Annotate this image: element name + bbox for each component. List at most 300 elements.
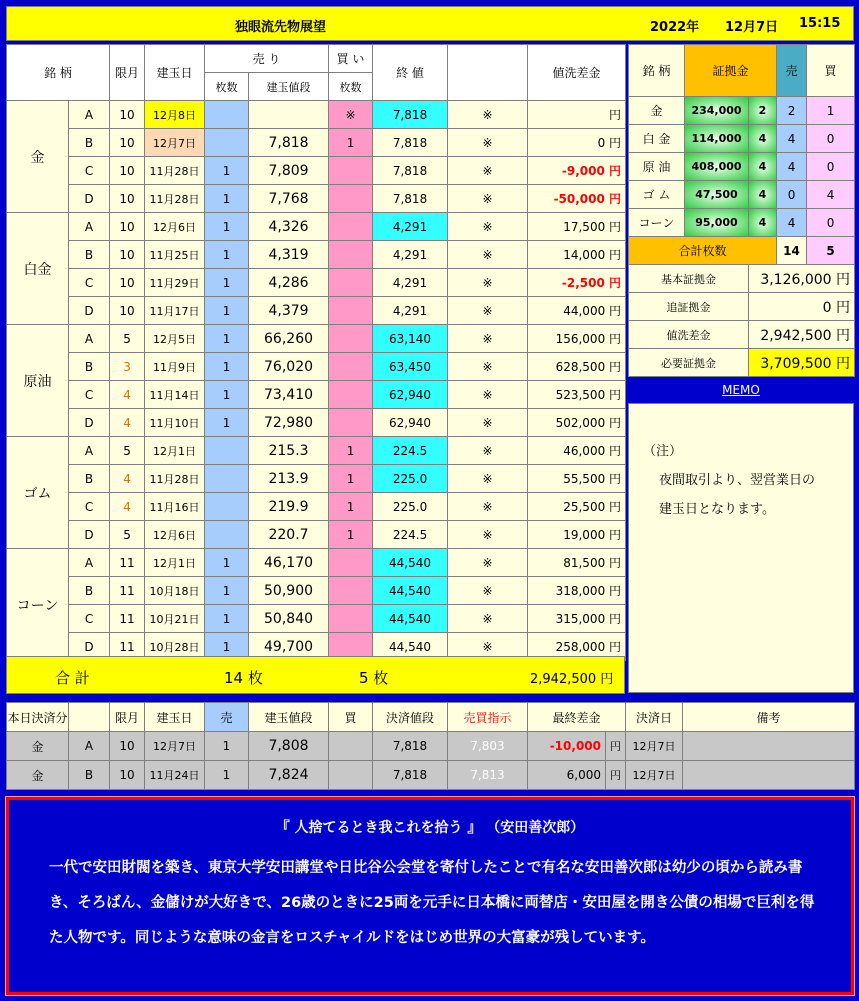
margin-buy: 0 [807, 125, 855, 153]
settle-header-month: 限月 [110, 703, 145, 732]
row-signal: ※ [448, 549, 528, 577]
row-code: A [69, 213, 110, 241]
row-price: 49,700 [249, 633, 329, 661]
row-diff: 円 [528, 101, 626, 129]
margin-buy: 0 [807, 153, 855, 181]
row-buy-count [329, 241, 373, 269]
row-diff: 628,500 円 [528, 353, 626, 381]
group-name: 白金 [7, 213, 69, 325]
summary-label: 値洗差金 [629, 321, 749, 349]
settle-settle-date: 12月7日 [626, 761, 683, 790]
settle-name: 金 [7, 761, 69, 790]
row-price: 215.3 [249, 437, 329, 465]
row-month: 5 [110, 325, 145, 353]
row-close: 44,540 [373, 605, 448, 633]
row-price: 72,980 [249, 409, 329, 437]
row-price: 219.9 [249, 493, 329, 521]
summary-row [629, 293, 855, 321]
header-sell: 売 り [205, 45, 329, 73]
row-buy-count [329, 269, 373, 297]
header-date: 建玉日 [145, 45, 205, 101]
total-count-buy: 5 [807, 237, 855, 265]
row-date: 11月10日 [145, 409, 205, 437]
row-diff: 81,500 円 [528, 549, 626, 577]
row-signal: ※ [448, 129, 528, 157]
settle-header-buy: 買 [329, 703, 373, 732]
row-buy-count [329, 409, 373, 437]
margin-header-margin: 証拠金 [685, 45, 777, 97]
row-price: 7,809 [249, 157, 329, 185]
settle-header-final: 最終差金 [528, 703, 626, 732]
positions-table [6, 44, 626, 661]
row-price: 213.9 [249, 465, 329, 493]
row-sell-count [205, 101, 249, 129]
row-buy-count: 1 [329, 437, 373, 465]
margin-value: 95,000 [685, 209, 749, 237]
margin-sell: 4 [777, 153, 807, 181]
row-signal: ※ [448, 241, 528, 269]
settle-price: 7,808 [249, 732, 329, 761]
table-row [7, 493, 626, 521]
margin-sell: 4 [777, 209, 807, 237]
margin-sell: 0 [777, 181, 807, 209]
row-month: 10 [110, 185, 145, 213]
row-signal: ※ [448, 157, 528, 185]
margin-sell: 2 [777, 97, 807, 125]
row-buy-count [329, 381, 373, 409]
row-diff: -50,000 円 [528, 185, 626, 213]
total-sell: 14 枚 [224, 669, 263, 687]
row-close: 4,291 [373, 269, 448, 297]
row-month: 10 [110, 213, 145, 241]
margin-header-brand: 銘 柄 [629, 45, 685, 97]
row-close: 44,540 [373, 577, 448, 605]
row-signal: ※ [448, 409, 528, 437]
row-diff: 156,000 円 [528, 325, 626, 353]
row-code: D [69, 521, 110, 549]
margin-buy: 4 [807, 181, 855, 209]
total-count-label: 合計枚数 [629, 237, 777, 265]
page-title: 独眼流先物展望 [235, 20, 327, 35]
table-row [7, 605, 626, 633]
row-close: 63,140 [373, 325, 448, 353]
row-month: 3 [110, 353, 145, 381]
table-row [7, 577, 626, 605]
row-month: 4 [110, 465, 145, 493]
row-signal: ※ [448, 101, 528, 129]
row-code: C [69, 605, 110, 633]
settle-settle-price: 7,818 [373, 732, 448, 761]
row-signal: ※ [448, 297, 528, 325]
row-month: 4 [110, 381, 145, 409]
row-diff: 25,500 円 [528, 493, 626, 521]
row-month: 4 [110, 409, 145, 437]
margin-qty: 4 [749, 209, 777, 237]
row-diff: 502,000 円 [528, 409, 626, 437]
summary-label: 追証拠金 [629, 293, 749, 321]
settle-header-price: 建玉値段 [249, 703, 329, 732]
row-close: 44,540 [373, 633, 448, 661]
table-row [7, 213, 626, 241]
settle-signal: 7,803 [448, 732, 528, 761]
row-close: 44,540 [373, 549, 448, 577]
row-date: 11月14日 [145, 381, 205, 409]
row-sell-count: 1 [205, 213, 249, 241]
row-diff: 315,000 円 [528, 605, 626, 633]
row-month: 10 [110, 157, 145, 185]
row-date: 11月25日 [145, 241, 205, 269]
time-label: 15:15 [799, 16, 841, 31]
row-sell-count: 1 [205, 185, 249, 213]
row-signal: ※ [448, 353, 528, 381]
row-date: 12月6日 [145, 521, 205, 549]
row-code: B [69, 465, 110, 493]
table-row [7, 185, 626, 213]
row-close: 225.0 [373, 465, 448, 493]
table-row [7, 353, 626, 381]
settle-code: A [69, 732, 110, 761]
settle-buy [329, 732, 373, 761]
group-name: 金 [7, 101, 69, 213]
row-sell-count [205, 437, 249, 465]
row-buy-count [329, 605, 373, 633]
row-date: 11月28日 [145, 465, 205, 493]
settle-unit: 円 [606, 761, 626, 790]
table-row [7, 101, 626, 129]
summary-label: 基本証拠金 [629, 265, 749, 293]
row-buy-count: 1 [329, 521, 373, 549]
row-month: 10 [110, 241, 145, 269]
settle-code: B [69, 761, 110, 790]
row-code: D [69, 297, 110, 325]
row-close: 7,818 [373, 129, 448, 157]
memo-line2: 建玉日となります。 [659, 502, 775, 517]
row-signal: ※ [448, 325, 528, 353]
row-signal: ※ [448, 381, 528, 409]
row-code: A [69, 549, 110, 577]
row-date: 11月9日 [145, 353, 205, 381]
margin-brand: 金 [629, 97, 685, 125]
row-sell-count: 1 [205, 381, 249, 409]
row-date: 12月5日 [145, 325, 205, 353]
summary-value: 0 円 [749, 293, 855, 321]
row-code: C [69, 493, 110, 521]
memo-note: （注） [643, 444, 683, 459]
row-signal: ※ [448, 605, 528, 633]
row-signal: ※ [448, 185, 528, 213]
margin-brand: コーン [629, 209, 685, 237]
row-signal: ※ [448, 465, 528, 493]
row-date: 11月28日 [145, 185, 205, 213]
margin-value: 408,000 [685, 153, 749, 181]
margin-sell: 4 [777, 125, 807, 153]
memo-box [628, 403, 854, 693]
row-diff: 14,000 円 [528, 241, 626, 269]
row-month: 11 [110, 549, 145, 577]
row-code: B [69, 577, 110, 605]
header-signal: 売買指示 [448, 45, 528, 101]
margin-header-buy: 買 [807, 45, 855, 97]
row-sell-count: 1 [205, 605, 249, 633]
margin-qty: 2 [749, 97, 777, 125]
row-signal: ※ [448, 633, 528, 661]
row-price: 4,319 [249, 241, 329, 269]
settle-month: 10 [110, 761, 145, 790]
row-buy-count: 1 [329, 465, 373, 493]
row-date: 11月17日 [145, 297, 205, 325]
settle-signal: 7,813 [448, 761, 528, 790]
row-code: A [69, 101, 110, 129]
table-row [7, 157, 626, 185]
row-buy-count [329, 549, 373, 577]
total-diff: 2,942,500 円 [530, 672, 614, 687]
row-close: 62,940 [373, 381, 448, 409]
row-buy-count [329, 157, 373, 185]
row-diff: 318,000 円 [528, 577, 626, 605]
row-price: 50,900 [249, 577, 329, 605]
margin-buy: 0 [807, 209, 855, 237]
settle-final: -10,000 [528, 732, 606, 761]
row-close: 7,818 [373, 157, 448, 185]
row-date: 10月28日 [145, 633, 205, 661]
header-brand: 銘 柄 [7, 45, 110, 101]
margin-qty: 4 [749, 181, 777, 209]
row-code: D [69, 633, 110, 661]
quote-title: 『 人捨てるとき我これを拾う 』 （安田善次郎） [275, 820, 585, 836]
row-buy-count [329, 325, 373, 353]
header-close: 終 値 [373, 45, 448, 101]
row-signal: ※ [448, 521, 528, 549]
row-buy-count [329, 185, 373, 213]
quote-panel [6, 797, 854, 995]
title-bar [6, 6, 854, 41]
row-date: 12月1日 [145, 437, 205, 465]
summary-value: 2,942,500 円 [749, 321, 855, 349]
settle-date: 11月24日 [145, 761, 205, 790]
total-buy: 5 枚 [359, 669, 389, 687]
row-sell-count [205, 521, 249, 549]
row-price: 220.7 [249, 521, 329, 549]
row-code: B [69, 129, 110, 157]
summary-value: 3,709,500 円 [749, 349, 855, 377]
row-month: 11 [110, 577, 145, 605]
summary-row [629, 265, 855, 293]
summary-row [629, 321, 855, 349]
row-code: D [69, 185, 110, 213]
table-row [7, 129, 626, 157]
row-price: 7,768 [249, 185, 329, 213]
margin-qty: 4 [749, 153, 777, 181]
row-sell-count: 1 [205, 325, 249, 353]
settle-header-date: 建玉日 [145, 703, 205, 732]
row-diff: 19,000 円 [528, 521, 626, 549]
row-signal: ※ [448, 577, 528, 605]
row-month: 4 [110, 493, 145, 521]
margin-value: 234,000 [685, 97, 749, 125]
row-date: 10月21日 [145, 605, 205, 633]
row-sell-count: 1 [205, 297, 249, 325]
settle-header-sell: 売 [205, 703, 249, 732]
table-row [7, 381, 626, 409]
row-buy-count: 1 [329, 129, 373, 157]
margin-table [628, 44, 855, 377]
settle-settle-date: 12月7日 [626, 732, 683, 761]
row-month: 10 [110, 269, 145, 297]
row-sell-count [205, 493, 249, 521]
table-row [7, 409, 626, 437]
row-sell-count: 1 [205, 353, 249, 381]
row-date: 12月6日 [145, 213, 205, 241]
table-row [7, 465, 626, 493]
row-code: B [69, 353, 110, 381]
settle-sell: 1 [205, 761, 249, 790]
margin-row [629, 97, 855, 125]
summary-row [629, 349, 855, 377]
settle-header-settle-date: 決済日 [626, 703, 683, 732]
row-close: 62,940 [373, 409, 448, 437]
row-date: 12月1日 [145, 549, 205, 577]
row-month: 5 [110, 437, 145, 465]
row-close: 4,291 [373, 297, 448, 325]
row-sell-count [205, 129, 249, 157]
header-sell-count: 枚数 [205, 73, 249, 101]
row-code: A [69, 325, 110, 353]
header-diff: 値洗差金 [528, 45, 626, 101]
total-row [6, 656, 625, 694]
row-date: 12月7日 [145, 129, 205, 157]
settle-note [683, 732, 855, 761]
settle-header-settle-price: 決済値段 [373, 703, 448, 732]
margin-brand: ゴ ム [629, 181, 685, 209]
row-diff: 523,500 円 [528, 381, 626, 409]
margin-header-sell: 売 [777, 45, 807, 97]
memo-line1: 夜間取引より、翌営業日の [659, 473, 816, 488]
settle-date: 12月7日 [145, 732, 205, 761]
table-row [7, 549, 626, 577]
settlement-table [6, 702, 855, 790]
margin-brand: 白 金 [629, 125, 685, 153]
row-buy-count [329, 297, 373, 325]
row-buy-count: ※ [329, 101, 373, 129]
settle-settle-price: 7,818 [373, 761, 448, 790]
row-close: 7,818 [373, 101, 448, 129]
header-price: 建玉値段 [249, 73, 329, 101]
row-sell-count: 1 [205, 157, 249, 185]
row-diff: -2,500 円 [528, 269, 626, 297]
row-signal: ※ [448, 437, 528, 465]
row-close: 224.5 [373, 521, 448, 549]
row-signal: ※ [448, 213, 528, 241]
row-price: 46,170 [249, 549, 329, 577]
row-close: 7,818 [373, 185, 448, 213]
row-date: 11月16日 [145, 493, 205, 521]
row-price: 73,410 [249, 381, 329, 409]
table-row [7, 241, 626, 269]
table-row [7, 437, 626, 465]
group-name: ゴム [7, 437, 69, 549]
settle-header-signal: 売買指示 [448, 703, 528, 732]
row-month: 11 [110, 633, 145, 661]
row-price: 50,840 [249, 605, 329, 633]
row-month: 10 [110, 297, 145, 325]
settle-row [7, 761, 855, 790]
settle-buy [329, 761, 373, 790]
summary-label: 必要証拠金 [629, 349, 749, 377]
summary-value: 3,126,000 円 [749, 265, 855, 293]
settle-month: 10 [110, 732, 145, 761]
row-price: 4,286 [249, 269, 329, 297]
margin-value: 114,000 [685, 125, 749, 153]
row-close: 225.0 [373, 493, 448, 521]
row-date: 11月28日 [145, 157, 205, 185]
row-sell-count [205, 465, 249, 493]
row-month: 11 [110, 605, 145, 633]
table-row [7, 297, 626, 325]
header-buy-count: 枚数 [329, 73, 373, 101]
margin-value: 47,500 [685, 181, 749, 209]
row-price [249, 101, 329, 129]
row-code: B [69, 241, 110, 269]
row-date: 10月18日 [145, 577, 205, 605]
row-diff: 46,000 円 [528, 437, 626, 465]
quote-body: 一代で安田財閥を築き、東京大学安田講堂や日比谷公会堂を寄付したことで有名な安田善次郎は幼少の頃から読み書き、そろばん、金儲けが大好きで、26歳のときに25両を元手に日本橋に両替店・安田屋を開き公債の相場で巨利を得た人物です。同じような意味の金言をロスチャイルドをはじめ世界の大富豪が残しています。 [49, 860, 815, 946]
settle-final: 6,000 [528, 761, 606, 790]
settle-header-label: 本日決済分 [7, 703, 69, 732]
margin-buy: 1 [807, 97, 855, 125]
margin-row [629, 153, 855, 181]
margin-row [629, 209, 855, 237]
total-label: 合 計 [55, 669, 90, 687]
settle-note [683, 761, 855, 790]
row-close: 4,291 [373, 213, 448, 241]
row-code: A [69, 437, 110, 465]
row-buy-count: 1 [329, 493, 373, 521]
year-label: 2022年 [650, 20, 700, 35]
settle-name: 金 [7, 732, 69, 761]
row-sell-count: 1 [205, 549, 249, 577]
settle-sell: 1 [205, 732, 249, 761]
row-diff: 258,000 円 [528, 633, 626, 661]
row-diff: -9,000 円 [528, 157, 626, 185]
row-sell-count: 1 [205, 269, 249, 297]
row-close: 63,450 [373, 353, 448, 381]
row-buy-count [329, 577, 373, 605]
header-month: 限月 [110, 45, 145, 101]
margin-brand: 原 油 [629, 153, 685, 181]
row-month: 10 [110, 129, 145, 157]
margin-row [629, 181, 855, 209]
row-buy-count [329, 353, 373, 381]
settle-row [7, 732, 855, 761]
row-diff: 55,500 円 [528, 465, 626, 493]
row-price: 76,020 [249, 353, 329, 381]
row-signal: ※ [448, 493, 528, 521]
row-price: 7,818 [249, 129, 329, 157]
row-diff: 44,000 円 [528, 297, 626, 325]
memo-link[interactable]: MEMO [722, 383, 760, 397]
row-close: 224.5 [373, 437, 448, 465]
row-diff: 0 円 [528, 129, 626, 157]
total-count-sell: 14 [777, 237, 807, 265]
table-row [7, 269, 626, 297]
margin-qty: 4 [749, 125, 777, 153]
settle-unit: 円 [606, 732, 626, 761]
row-month: 10 [110, 101, 145, 129]
row-price: 66,260 [249, 325, 329, 353]
date-label: 12月7日 [725, 20, 779, 35]
row-code: C [69, 381, 110, 409]
table-row [7, 521, 626, 549]
